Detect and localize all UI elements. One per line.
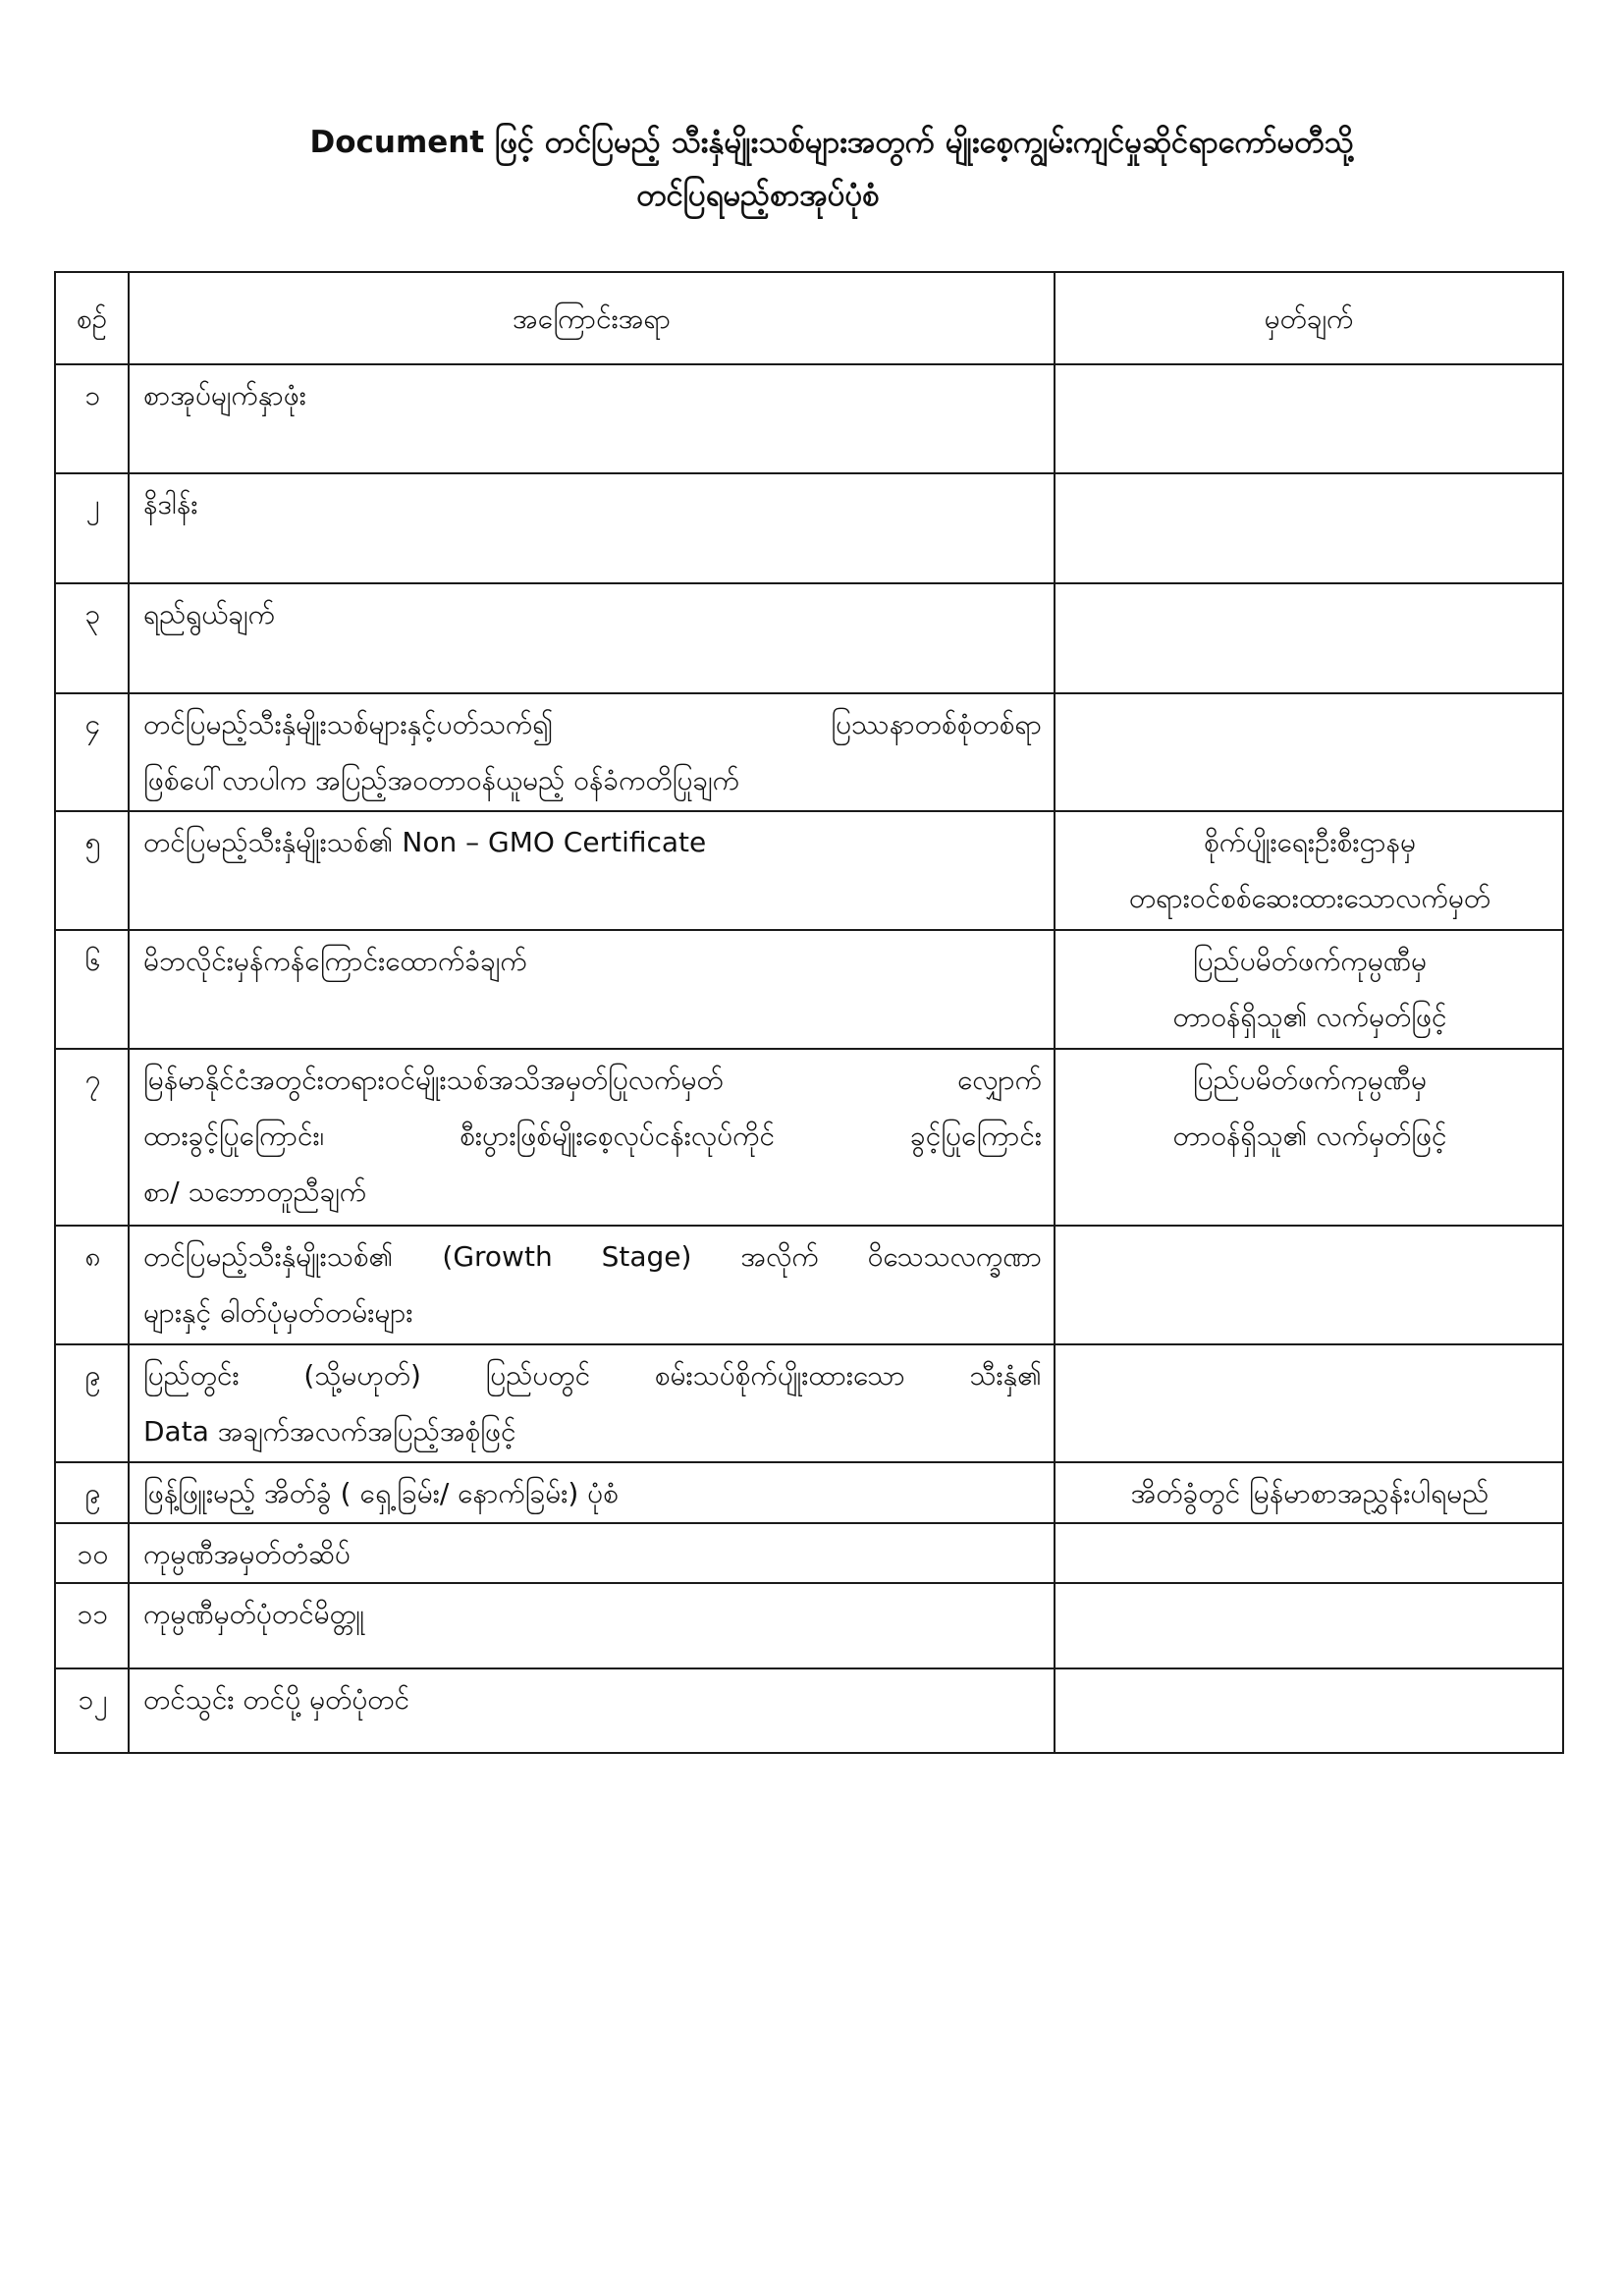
remark-line: ပြည်ပမိတ်ဖက်ကုမ္ပဏီမှ: [1193, 1064, 1427, 1096]
table-row: [55, 1462, 1563, 1523]
table-row: [55, 364, 1563, 473]
table-row: [55, 693, 1563, 811]
subject-line: များနှင့် ဓါတ်ပုံမှတ်တမ်းများ: [143, 1296, 413, 1329]
row-number: ၁၁: [55, 1583, 129, 1668]
subject-line: တင်ပြမည့်သီးနှံမျိုးသစ်၏ Non – GMO Certificate: [143, 826, 707, 858]
row-number: ၇: [55, 1049, 129, 1226]
header-number: စဉ်: [55, 272, 129, 364]
subject-line: Data အချက်အလက်အပြည့်အစုံဖြင့်: [143, 1415, 516, 1448]
subject-line: ထားခွင့်ပြုကြောင်း၊ စီးပွားဖြစ်မျိုးစေ့လုပ်ငန်းလုပ်ကိုင် ခွင့်ပြုကြောင်း: [143, 1120, 1042, 1152]
row-subject: [129, 1049, 1055, 1226]
remark-line: တာဝန်ရှိသူ၏ လက်မှတ်ဖြင့်: [1172, 1001, 1447, 1033]
row-remark: [1055, 930, 1563, 1049]
row-number: ၃: [55, 583, 129, 693]
row-remark: [1055, 583, 1563, 693]
row-subject: [129, 1344, 1055, 1462]
header-remark: မှတ်ချက်: [1055, 272, 1563, 364]
row-subject: [129, 1583, 1055, 1668]
page-title: [0, 116, 1624, 222]
row-subject: [129, 1668, 1055, 1753]
requirements-table: [54, 271, 1564, 1754]
subject-line: မိဘလိုင်းမှန်ကန်ကြောင်းထောက်ခံချက်: [143, 945, 527, 977]
remark-line: စိုက်ပျိုးရေးဦးစီးဌာနမှ: [1203, 826, 1417, 858]
row-remark: [1055, 473, 1563, 583]
row-subject: [129, 1226, 1055, 1344]
subject-line: စာအုပ်မျက်နှာဖုံး: [143, 379, 306, 411]
row-number: ၉: [55, 1344, 129, 1462]
table-row: [55, 583, 1563, 693]
row-subject: [129, 693, 1055, 811]
subject-line: ဖြစ်ပေါ်လာပါက အပြည့်အဝတာဝန်ယူမည့် ဝန်ခံကတိပြုချက်: [143, 764, 740, 796]
subject-line: ပြည်တွင်း (သို့မဟုတ်) ပြည်ပတွင် စမ်းသပ်စိုက်ပျိုးထားသော သီးနှံ၏: [143, 1359, 1042, 1392]
row-remark: [1055, 811, 1563, 930]
row-subject: [129, 583, 1055, 693]
subject-line: တင်သွင်း တင်ပို့ မှတ်ပုံတင်: [143, 1683, 410, 1716]
subject-line: ဖြန့်ဖြူးမည့် အိတ်ခွံ ( ရှေ့ခြမ်း/ နောက်ခြမ်း) ပုံစံ: [143, 1477, 619, 1509]
row-subject: [129, 1523, 1055, 1583]
row-remark: [1055, 364, 1563, 473]
row-subject: [129, 811, 1055, 930]
table-row: [55, 1226, 1563, 1344]
table-row: [55, 1049, 1563, 1226]
row-remark: [1055, 1583, 1563, 1668]
subject-line: တင်ပြမည့်သီးနှံမျိုးသစ်၏ (Growth Stage) အလိုက် ဝိသေသလက္ခဏာ: [143, 1240, 1042, 1273]
row-remark: [1055, 1668, 1563, 1753]
subject-line: စာ/ သဘောတူညီချက်: [143, 1175, 367, 1208]
row-subject: [129, 930, 1055, 1049]
row-subject: [129, 473, 1055, 583]
row-number: ၁၀: [55, 1523, 129, 1583]
table-row: [55, 1523, 1563, 1583]
row-subject: [129, 364, 1055, 473]
subject-line: တင်ပြမည့်သီးနှံမျိုးသစ်များနှင့်ပတ်သက်၍ ပြဿနာတစ်စုံတစ်ရာ: [143, 708, 1042, 740]
row-number: ၉: [55, 1462, 129, 1523]
row-number: ၆: [55, 930, 129, 1049]
row-remark: [1055, 1462, 1563, 1523]
header-subject: အကြောင်းအရာ: [129, 272, 1055, 364]
table-row: [55, 473, 1563, 583]
row-number: ၁၂: [55, 1668, 129, 1753]
row-remark: [1055, 1049, 1563, 1226]
row-subject: [129, 1462, 1055, 1523]
table-row: [55, 1344, 1563, 1462]
title-line-1: Document ဖြင့် တင်ပြမည့် သီးနှံမျိုးသစ်များအတွက် မျိုးစေ့ကျွမ်းကျင်မှုဆိုင်ရာကော်မတီသို့: [309, 125, 1354, 160]
subject-line: ကုမ္ပဏီမှတ်ပုံတင်မိတ္တူ: [143, 1598, 364, 1630]
table-body: [55, 364, 1563, 1753]
row-remark: [1055, 693, 1563, 811]
subject-line: ရည်ရွယ်ချက်: [143, 598, 275, 630]
row-remark: [1055, 1226, 1563, 1344]
subject-line: ကုမ္ပဏီအမှတ်တံဆိပ်: [143, 1538, 351, 1570]
remark-line: တရားဝင်စစ်ဆေးထားသောလက်မှတ်: [1128, 882, 1491, 914]
table-header-row: [55, 272, 1563, 364]
table-row: [55, 1583, 1563, 1668]
subject-line: မြန်မာနိုင်ငံအတွင်းတရားဝင်မျိုးသစ်အသိအမှတ်ပြုလက်မှတ် လျှောက်: [143, 1064, 1042, 1096]
row-number: ၈: [55, 1226, 129, 1344]
remark-line: ပြည်ပမိတ်ဖက်ကုမ္ပဏီမှ: [1193, 945, 1427, 977]
row-remark: [1055, 1523, 1563, 1583]
subject-line: နိဒါန်း: [143, 488, 198, 520]
row-remark: [1055, 1344, 1563, 1462]
table-row: [55, 1668, 1563, 1753]
table-row: [55, 811, 1563, 930]
remark-line: အိတ်ခွံတွင် မြန်မာစာအညွှန်းပါရမည်: [1130, 1477, 1489, 1509]
title-line-2: တင်ပြရမည့်စာအုပ်ပုံစံ: [636, 178, 880, 213]
row-number: ၂: [55, 473, 129, 583]
row-number: ၅: [55, 811, 129, 930]
row-number: ၄: [55, 693, 129, 811]
row-number: ၁: [55, 364, 129, 473]
remark-line: တာဝန်ရှိသူ၏ လက်မှတ်ဖြင့်: [1172, 1120, 1447, 1152]
table-row: [55, 930, 1563, 1049]
